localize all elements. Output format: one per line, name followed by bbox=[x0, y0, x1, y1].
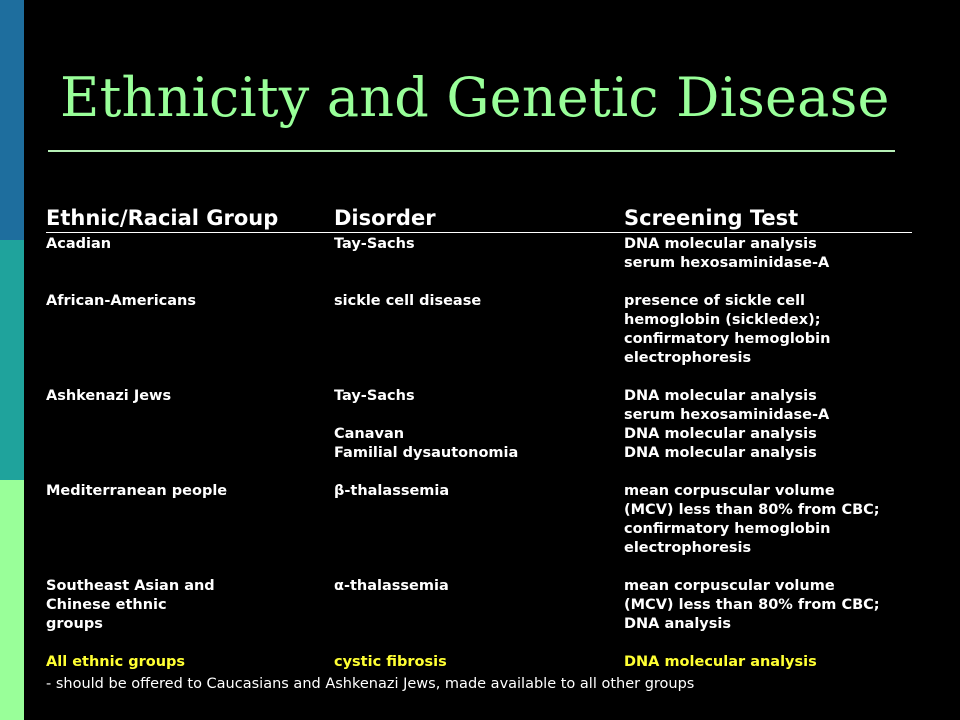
cell-disorder-line: sickle cell disease bbox=[334, 293, 482, 309]
cell-disorder bbox=[334, 653, 447, 672]
table-row bbox=[46, 292, 912, 387]
cell-test-line: DNA molecular analysis bbox=[624, 654, 817, 670]
cell-group-line: groups bbox=[46, 616, 103, 632]
cell-test-line: serum hexosaminidase-A bbox=[624, 407, 830, 423]
cell-test-line: (MCV) less than 80% from CBC; bbox=[624, 502, 880, 518]
cell-disorder-line: α-thalassemia bbox=[334, 578, 449, 594]
accent-bar-top bbox=[0, 0, 24, 240]
cell-group-line: African-Americans bbox=[46, 293, 196, 309]
cell-disorder-line bbox=[334, 406, 518, 425]
cell-test-line: electrophoresis bbox=[624, 350, 752, 366]
header-disorder: Disorder bbox=[334, 206, 436, 230]
cell-test-line: mean corpuscular volume bbox=[624, 483, 835, 499]
cell-group bbox=[46, 292, 196, 311]
cell-disorder bbox=[334, 292, 481, 311]
footnote: - should be offered to Caucasians and Ashkenazi Jews, made available to all other groups bbox=[46, 676, 695, 692]
cell-test bbox=[624, 653, 817, 672]
cell-group bbox=[46, 235, 111, 254]
cell-test-line: DNA molecular analysis bbox=[624, 236, 817, 252]
cell-test-line: presence of sickle cell bbox=[624, 293, 806, 309]
cell-group bbox=[46, 387, 171, 406]
cell-test-line: mean corpuscular volume bbox=[624, 578, 835, 594]
header-screening-test: Screening Test bbox=[624, 206, 799, 230]
table-row bbox=[46, 482, 912, 577]
cell-disorder-line: Familial dysautonomia bbox=[334, 445, 519, 461]
screening-table bbox=[46, 204, 912, 672]
cell-test bbox=[624, 577, 880, 634]
table-row bbox=[46, 653, 912, 672]
cell-group bbox=[46, 482, 227, 501]
cell-disorder-line: Tay-Sachs bbox=[334, 388, 415, 404]
table-row bbox=[46, 577, 912, 653]
cell-group-line: Mediterranean people bbox=[46, 483, 228, 499]
accent-bar-bottom bbox=[0, 480, 24, 720]
cell-group-line: Chinese ethnic bbox=[46, 597, 167, 613]
table-header-row bbox=[46, 204, 912, 233]
cell-disorder-line: cystic fibrosis bbox=[334, 654, 447, 670]
table-row bbox=[46, 387, 912, 482]
table-body bbox=[46, 235, 912, 672]
cell-test-line: serum hexosaminidase-A bbox=[624, 255, 830, 271]
title-underline bbox=[48, 150, 895, 152]
cell-group-line: All ethnic groups bbox=[46, 654, 186, 670]
table-row bbox=[46, 235, 912, 292]
cell-disorder bbox=[334, 387, 518, 463]
cell-test-line: (MCV) less than 80% from CBC; bbox=[624, 597, 880, 613]
cell-disorder bbox=[334, 577, 449, 596]
cell-disorder bbox=[334, 235, 415, 254]
cell-disorder bbox=[334, 482, 449, 501]
cell-disorder-line: Tay-Sachs bbox=[334, 236, 415, 252]
cell-test-line: DNA molecular analysis bbox=[624, 426, 817, 442]
cell-group bbox=[46, 577, 215, 634]
cell-test-line: confirmatory hemoglobin bbox=[624, 331, 831, 347]
cell-test bbox=[624, 387, 829, 463]
cell-disorder-line: β-thalassemia bbox=[334, 483, 450, 499]
cell-group-line: Ashkenazi Jews bbox=[46, 388, 172, 404]
header-ethnic-group: Ethnic/Racial Group bbox=[46, 206, 279, 230]
cell-disorder-line: Canavan bbox=[334, 426, 405, 442]
cell-test bbox=[624, 292, 830, 368]
accent-bar-middle bbox=[0, 240, 24, 480]
cell-test-line: hemoglobin (sickledex); bbox=[624, 312, 821, 328]
cell-test-line: DNA analysis bbox=[624, 616, 731, 632]
cell-group-line: Acadian bbox=[46, 236, 112, 252]
cell-test-line: DNA molecular analysis bbox=[624, 388, 817, 404]
cell-group bbox=[46, 653, 185, 672]
slide-title: Ethnicity and Genetic Disease bbox=[60, 66, 890, 129]
cell-test bbox=[624, 235, 829, 273]
cell-test bbox=[624, 482, 880, 558]
cell-group-line: Southeast Asian and bbox=[46, 578, 215, 594]
cell-test-line: DNA molecular analysis bbox=[624, 445, 817, 461]
cell-test-line: confirmatory hemoglobin bbox=[624, 521, 831, 537]
cell-test-line: electrophoresis bbox=[624, 540, 752, 556]
